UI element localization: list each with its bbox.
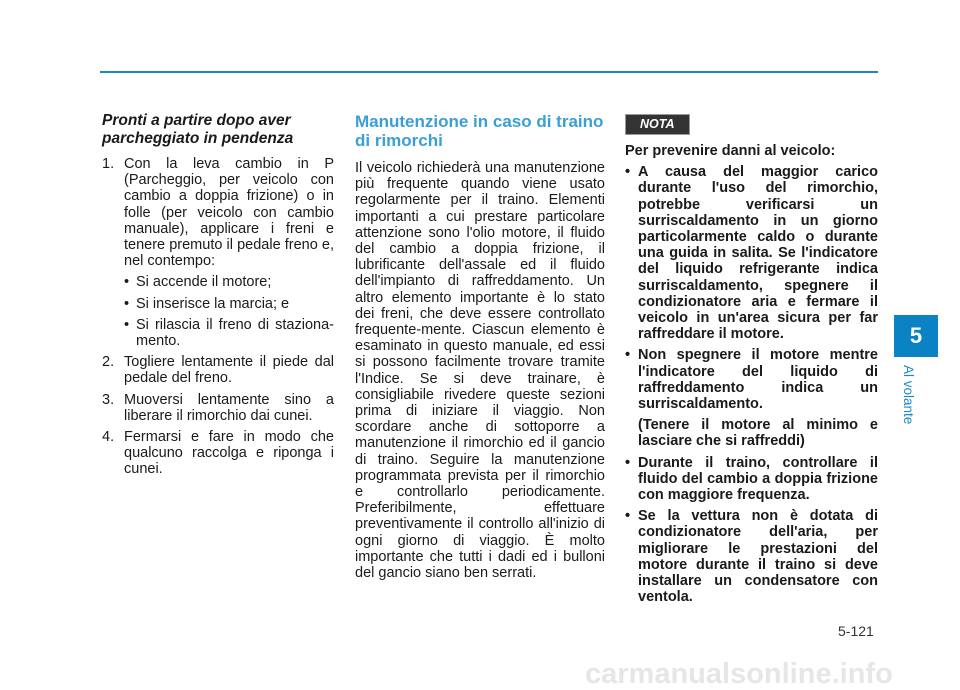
bullet-item: • Si accende il motore;	[124, 274, 272, 291]
header-rule	[100, 71, 878, 73]
step-text: Muoversi lentamente sino a liberare il rimorchio dai cunei.	[124, 391, 334, 424]
step-number: 3.	[102, 391, 115, 408]
bullet-item: • Non spegnere il motore mentre l'indicatore del liquido di raffreddamento indica un surriscaldamento. (Tenere il motore al minimo e lasciare che si raffreddi)	[625, 347, 878, 450]
step-text: Togliere lentamente il piede dal pedale del freno.	[124, 354, 334, 387]
note-bullets	[625, 164, 878, 605]
bullet-item: • Durante il traino, controllare il fluido del cambio a doppia frizione con maggiore frequenza.	[625, 454, 878, 504]
step-item	[102, 354, 334, 386]
page-number: 5-121	[838, 623, 874, 639]
bullet-item: • Si inserisce la marcia; e	[124, 295, 290, 312]
chapter-label: Al volante	[901, 365, 916, 425]
note-badge: NOTA	[625, 114, 690, 135]
section-heading: Manutenzione in caso di traino di rimorchi	[355, 112, 604, 150]
sub-bullets	[124, 274, 334, 349]
step-number: 4.	[102, 429, 115, 446]
bullet-item: • Si rilascia il freno di staziona-mento.	[124, 316, 334, 350]
steps-list	[102, 156, 334, 478]
step-number: 1.	[102, 156, 115, 172]
step-text: Con la leva cambio in P (Parcheggio, per veicolo con cambio a doppia frizione) o in folle (per veicolo con cambio manuale), applicare i freni e tenere premuto il pedale freno e, nel contempo:	[124, 156, 334, 270]
step-text: Fermarsi e fare in modo che qualcuno raccolga e riponga i cunei.	[124, 429, 334, 478]
bullet-text: Se la vettura non è dotata di condizionatore dell'aria, per migliorare le prestazioni del motore durante il traino si deve installare un condensatore con ventola.	[638, 508, 878, 606]
step-item	[102, 429, 334, 478]
bullet-text: Non spegnere il motore mentre l'indicatore del liquido di raffreddamento indica un surriscaldamento.	[638, 347, 878, 413]
watermark: carmanualsonline.info	[585, 658, 893, 690]
bullet-text: Durante il traino, controllare il fluido del cambio a doppia frizione con maggiore frequenza.	[638, 454, 878, 504]
note-intro: Per prevenire danni al veicolo:	[625, 143, 836, 159]
middle-column	[355, 112, 605, 581]
bullet-text: Si accende il motore;	[136, 274, 272, 291]
bullet-text: Si rilascia il freno di staziona-mento.	[136, 316, 334, 350]
bullet-text: Si inserisce la marcia; e	[136, 295, 290, 312]
bullet-item: • Se la vettura non è dotata di condizionatore dell'aria, per migliorare le prestazioni del motore durante il traino si deve installare un condensatore con ventola.	[625, 508, 878, 606]
step-item	[102, 392, 334, 424]
left-column	[102, 112, 334, 483]
bullet-note: (Tenere il motore al minimo e lasciare che si raffreddi)	[638, 417, 878, 450]
section-heading: Pronti a partire dopo aver parcheggiato in pendenza	[102, 112, 294, 147]
bullet-item: • A causa del maggior carico durante l'uso del rimorchio, potrebbe verificarsi un surriscaldamento in un giorno particolarmente caldo o durante una guida in salita. Se l'indicatore del liquido refrigerante indica surriscaldamento, spegnere il condizionatore aria e fermare il veicolo in un'area sicura per far raffreddare il motore.	[625, 164, 878, 343]
right-column	[625, 112, 878, 610]
step-item	[102, 156, 334, 349]
body-paragraph: Il veicolo richiederà una manutenzione più frequente quando viene usato regolarmente per il traino. Elementi importanti a cui prestare particolare attenzione sono l'olio motore, il fluido del cambio a doppia frizione, il lubrificante dell'assale ed il fluido dell'impianto di raffreddamento. Un altro elemento importante è lo stato dei freni, che deve essere controllato frequente-mente. Ciascun elemento è esaminato in questo manuale, ed essi si possono facilmente trovare tramite l'Indice. Se si deve trainare, è consigliabile rivedere queste sezioni prima di iniziare il viaggio. Non scordare anche di sottoporre a manutenzione il rimorchio ed il gancio di traino. Seguire la manutenzione programmata prevista per il rimorchio e controllarlo periodicamente. Preferibilmente, effettuare preventivamente il controllo all'inizio di ogni giorno di viaggio. È molto importante che tutti i dadi ed i bulloni del gancio siano ben serrati.	[355, 160, 605, 582]
chapter-tab: 5	[894, 315, 938, 357]
step-number: 2.	[102, 354, 115, 371]
bullet-text: A causa del maggior carico durante l'uso del rimorchio, potrebbe verificarsi un surriscaldamento in un giorno particolarmente caldo o durante una guida in salita. Se l'indicatore del liquido refrigerante indica surriscaldamento, spegnere il condizionatore aria e fermare il veicolo in un'area sicura per far raffreddare il motore.	[638, 164, 878, 343]
